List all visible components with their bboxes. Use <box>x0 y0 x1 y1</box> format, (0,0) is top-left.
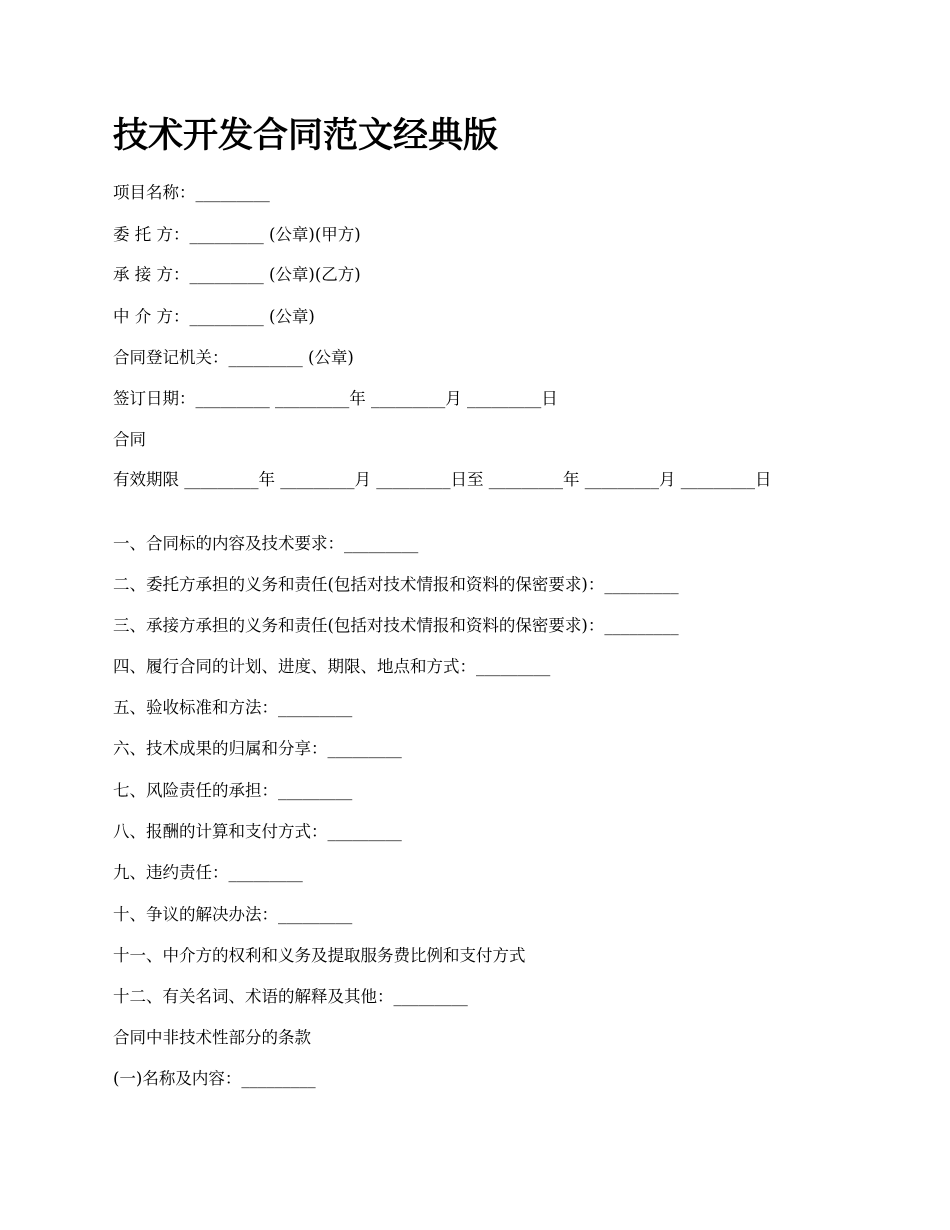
field-project-name: 项目名称：_________ <box>113 183 270 202</box>
clause-1: 一、合同标的内容及技术要求：_________ <box>113 534 419 553</box>
field-registration-authority: 合同登记机关：_________ (公章) <box>113 348 354 367</box>
item-name-and-content: (一)名称及内容：_________ <box>113 1069 316 1088</box>
clause-9: 九、违约责任：_________ <box>113 863 303 882</box>
field-validity-period: 有效期限 _________年 _________月 _________日至 _________年 _________月 _________日 <box>113 470 772 489</box>
clause-2: 二、委托方承担的义务和责任(包括对技术情报和资料的保密要求)：_________ <box>113 575 679 594</box>
field-signing-date: 签订日期：_________ _________年 _________月 _________日 <box>113 389 558 408</box>
clause-6: 六、技术成果的归属和分享：_________ <box>113 739 402 758</box>
clause-10: 十、争议的解决办法：_________ <box>113 905 353 924</box>
clause-11: 十一、中介方的权利和义务及提取服务费比例和支付方式 <box>113 946 526 965</box>
clause-7: 七、风险责任的承担：_________ <box>113 781 353 800</box>
clause-8: 八、报酬的计算和支付方式：_________ <box>113 822 402 841</box>
field-contractor: 承 接 方：_________ (公章)(乙方) <box>113 265 361 284</box>
clause-3: 三、承接方承担的义务和责任(包括对技术情报和资料的保密要求)：_________ <box>113 616 679 635</box>
field-intermediary: 中 介 方：_________ (公章) <box>113 307 315 326</box>
field-client: 委 托 方：_________ (公章)(甲方) <box>113 225 361 244</box>
clause-4: 四、履行合同的计划、进度、期限、地点和方式：_________ <box>113 657 551 676</box>
document-title: 技术开发合同范文经典版 <box>113 116 499 156</box>
clause-5: 五、验收标准和方法：_________ <box>113 698 353 717</box>
section-contract-label: 合同 <box>113 430 146 449</box>
clause-12: 十二、有关名词、术语的解释及其他：_________ <box>113 987 468 1006</box>
section-non-technical: 合同中非技术性部分的条款 <box>113 1028 311 1047</box>
